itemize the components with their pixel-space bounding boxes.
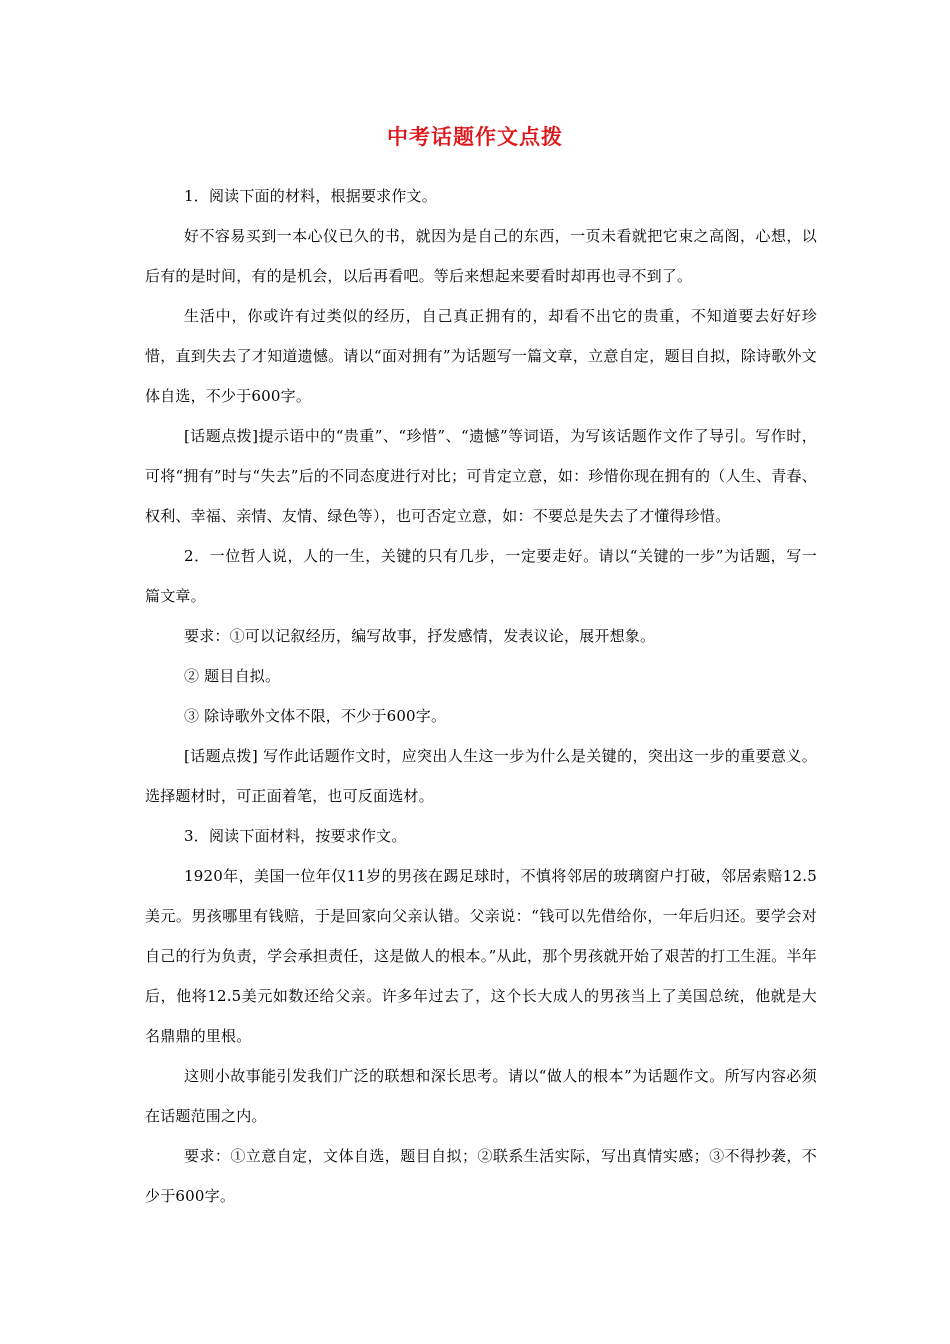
- paragraph-q2-requirement-1: 要求：①可以记叙经历，编写故事，抒发感情，发表议论，展开想象。: [184, 627, 656, 645]
- paragraph-q1-heading: 1．阅读下面的材料，根据要求作文。: [184, 187, 437, 205]
- paragraph-q3-heading: 3．阅读下面材料，按要求作文。: [184, 827, 407, 845]
- paragraph-q2-requirement-3: ③ 除诗歌外文体不限，不少于600字。: [184, 707, 447, 725]
- document-body: [145, 176, 817, 1216]
- paragraph-q2-prompt: 2．一位哲人说，人的一生，关键的只有几步，一定要走好。请以“关键的一步”为话题，写一篇文章。: [145, 547, 817, 605]
- paragraph-q3-requirements: 要求：①立意自定，文体自选，题目自拟；②联系生活实际，写出真情实感；③不得抄袭，不少于600字。: [145, 1147, 817, 1205]
- paragraph-q3-material: 1920年，美国一位年仅11岁的男孩在踢足球时，不慎将邻居的玻璃窗户打破，邻居索赔12.5美元。男孩哪里有钱赔，于是回家向父亲认错。父亲说：“钱可以先借给你，一年后归还。要学会对自己的行为负责，学会承担责任，这是做人的根本。”从此，那个男孩就开始了艰苦的打工生涯。半年后，他将12.5美元如数还给父亲。许多年过去了，这个长大成人的男孩当上了美国总统，他就是大名鼎鼎的里根。: [145, 867, 817, 1045]
- paragraph-q1-prompt: 生活中，你或许有过类似的经历，自己真正拥有的，却看不出它的贵重，不知道要去好好珍惜，直到失去了才知道遗憾。请以“面对拥有”为话题写一篇文章，立意自定，题目自拟，除诗歌外文体自选，不少于600字。: [145, 307, 817, 405]
- paragraph-q2-requirement-2: ② 题目自拟。: [184, 667, 281, 685]
- paragraph-q1-tip: [话题点拨]提示语中的“贵重”、“珍惜”、“遗憾”等词语，为写该话题作文作了导引。写作时，可将“拥有”时与“失去”后的不同态度进行对比；可肯定立意，如：珍惜你现在拥有的（人生、青春、权利、幸福、亲情、友情、绿色等），也可否定立意，如：不要总是失去了才懂得珍惜。: [145, 427, 817, 525]
- paragraph-q2-tip: [话题点拨] 写作此话题作文时，应突出人生这一步为什么是关键的，突出这一步的重要意义。选择题材时，可正面着笔，也可反面选材。: [145, 747, 817, 805]
- paragraph-q3-prompt: 这则小故事能引发我们广泛的联想和深长思考。请以“做人的根本”为话题作文。所写内容必须在话题范围之内。: [145, 1067, 817, 1125]
- document-title: 中考话题作文点拨: [387, 124, 563, 149]
- paragraph-q1-material: 好不容易买到一本心仪已久的书，就因为是自己的东西，一页未看就把它束之高阁，心想，以后有的是时间，有的是机会，以后再看吧。等后来想起来要看时却再也寻不到了。: [145, 227, 817, 285]
